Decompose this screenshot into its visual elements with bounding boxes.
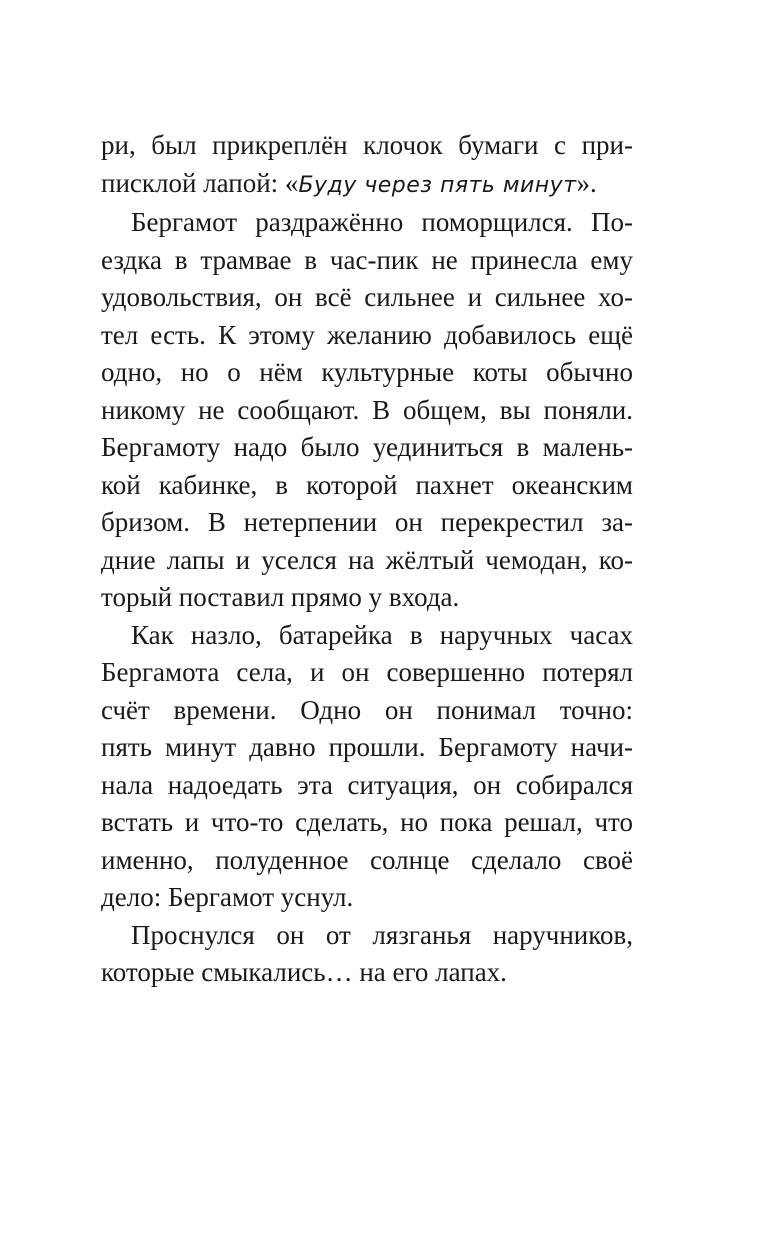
text-line: удовольствия, он всё сильнее и сильнее хо- bbox=[101, 282, 633, 312]
text-line: торый поставил прямо у входа. bbox=[101, 582, 460, 612]
paragraph-4 bbox=[101, 917, 633, 992]
text-line: Проснулся он от лязганья наручников, bbox=[131, 919, 633, 950]
text-line: кой кабинке, в которой пахнет океанским bbox=[101, 469, 633, 500]
text-line: тел есть. К этому желанию добавилось ещё bbox=[101, 319, 633, 350]
text-line: ри, был прикреплён клочок бумаги с при- bbox=[101, 130, 633, 160]
paragraph-2 bbox=[101, 204, 633, 617]
paragraph-1 bbox=[101, 127, 633, 204]
text-line: дело: Бергамот уснул. bbox=[101, 882, 354, 912]
text-fragment: писклой лапой: « bbox=[101, 167, 299, 198]
text-fragment: ». bbox=[576, 167, 597, 198]
text-line: нала надоедать эта ситуация, он собирался bbox=[101, 769, 633, 800]
text-line: ездка в трамвае в час-пик не принесла ему bbox=[101, 244, 633, 275]
page-text bbox=[101, 127, 633, 992]
handwritten-note: Буду через пять минут bbox=[298, 172, 577, 198]
text-line: одно, но о нём культурные коты обычно bbox=[101, 357, 633, 387]
text-line: счёт времени. Одно он понимал точно: bbox=[101, 694, 633, 725]
text-line: которые смыкались… на его лапах. bbox=[101, 957, 507, 987]
text-line: никому не сообщают. В общем, вы поняли. bbox=[101, 394, 633, 425]
text-line: бризом. В нетерпении он перекрестил за- bbox=[101, 507, 633, 537]
text-line: пять минут давно прошли. Бергамоту начи- bbox=[101, 732, 633, 762]
text-line: именно, полуденное солнце сделало своё bbox=[101, 844, 633, 875]
text-line: Бергамоту надо было уединиться в малень- bbox=[101, 432, 633, 462]
text-line: Бергамот раздражённо поморщился. По- bbox=[131, 207, 633, 237]
text-line: дние лапы и уселся на жёлтый чемодан, ко- bbox=[101, 544, 633, 575]
text-line-with-note bbox=[101, 165, 633, 205]
text-line: встать и что-то сделать, но пока решал, что bbox=[101, 807, 633, 837]
text-line: Бергамота села, и он совершенно потерял bbox=[101, 657, 633, 687]
paragraph-3 bbox=[101, 617, 633, 917]
text-line: Как назло, батарейка в наручных часах bbox=[131, 619, 633, 650]
